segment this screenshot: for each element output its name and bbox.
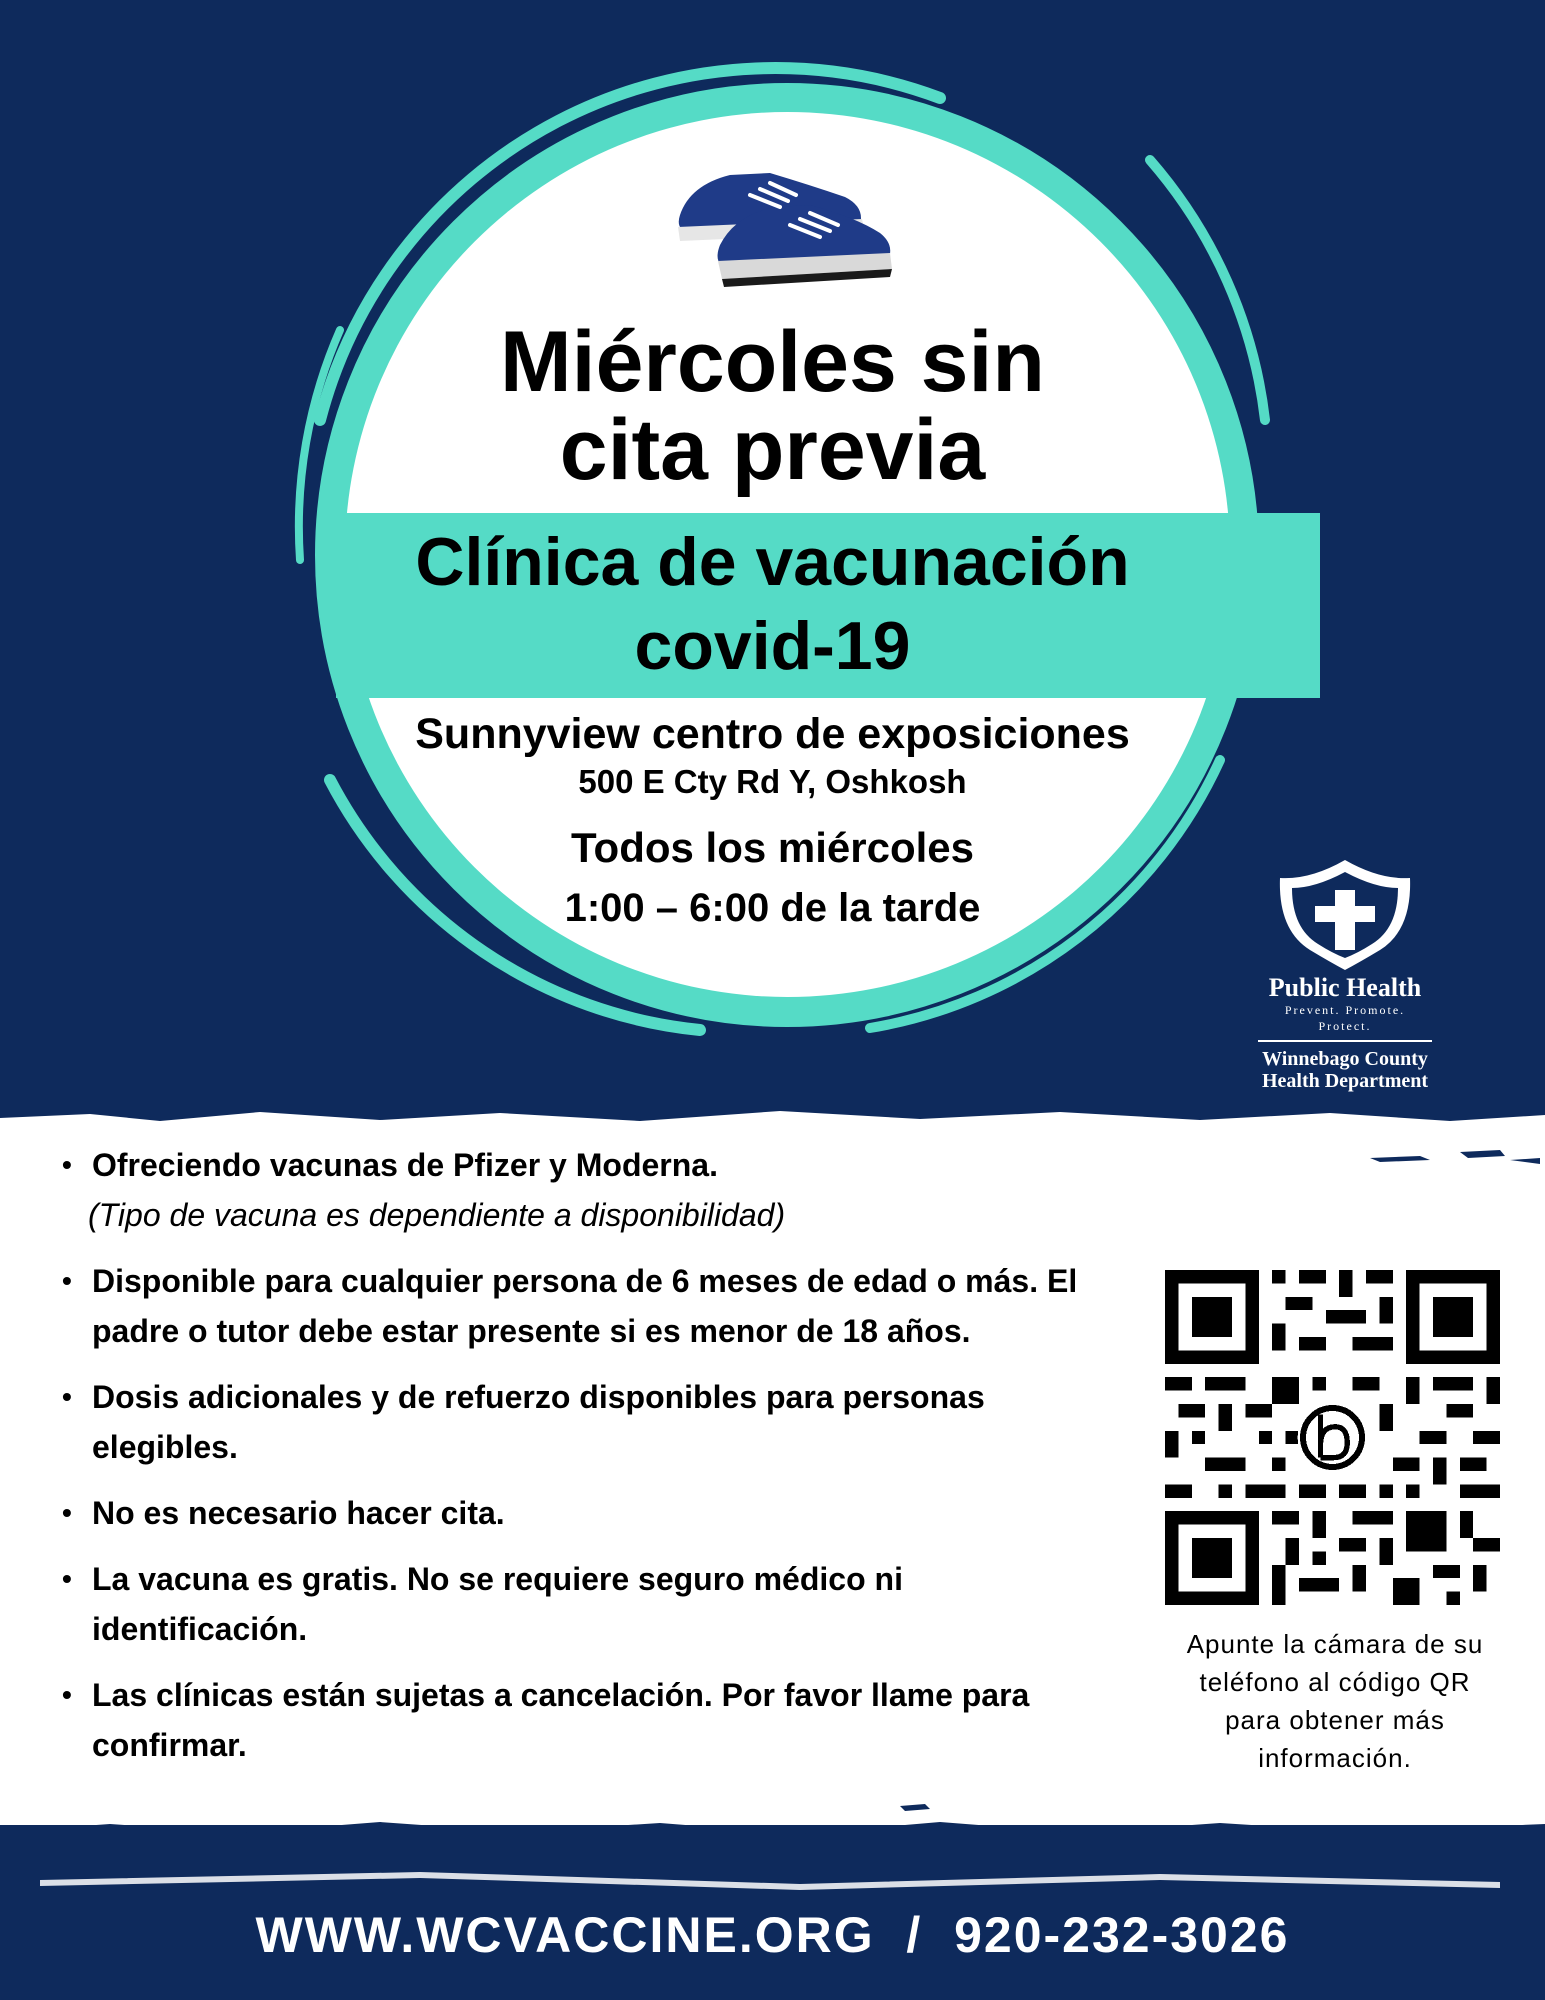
schedule-days: Todos los miércoles	[571, 824, 974, 871]
health-department-logo	[1230, 974, 1460, 1092]
bullet-text: Las clínicas están sujetas a cancelación. Por favor llame para confirmar.	[92, 1677, 1030, 1763]
bullet-note: (Tipo de vacuna es dependiente a disponibilidad)	[88, 1197, 786, 1233]
bullet-icon: •	[62, 1381, 72, 1412]
title-line-1: Miércoles sin	[500, 314, 1045, 410]
list-item	[60, 1372, 1120, 1472]
logo-name: Public Health	[1268, 973, 1422, 1002]
list-item	[60, 1488, 1120, 1538]
qr-caption-line-3: para obtener más	[1225, 1705, 1445, 1735]
bullet-icon: •	[62, 1265, 72, 1296]
bullet-text: Dosis adicionales y de refuerzo disponibles para personas elegibles.	[92, 1379, 985, 1465]
clinic-subtitle	[300, 520, 1245, 688]
bullet-text: La vacuna es gratis. No se requiere seguro médico ni identificación.	[92, 1561, 903, 1647]
qr-code[interactable]	[1165, 1270, 1500, 1605]
list-item	[60, 1554, 1120, 1654]
bullet-icon: •	[62, 1563, 72, 1594]
logo-org-line-1: Winnebago County	[1262, 1048, 1428, 1070]
qr-caption-line-2: teléfono al código QR	[1199, 1667, 1471, 1697]
bullet-icon: •	[62, 1679, 72, 1710]
venue-address: 500 E Cty Rd Y, Oshkosh	[578, 763, 967, 800]
bullet-text: Disponible para cualquier persona de 6 meses de edad o más. El padre o tutor debe estar presente si es menor de 18 años.	[92, 1263, 1078, 1349]
subtitle-line-1: Clínica de vacunación	[415, 524, 1130, 600]
subtitle-line-2: covid-19	[634, 608, 911, 684]
venue-name: Sunnyview centro de exposiciones	[415, 710, 1130, 758]
qr-caption-line-1: Apunte la cámara de su	[1186, 1629, 1484, 1659]
bullet-text: No es necesario hacer cita.	[92, 1495, 505, 1531]
bullet-icon: •	[62, 1497, 72, 1528]
list-item	[60, 1670, 1120, 1770]
sneakers-icon	[660, 155, 900, 305]
bullet-text: Ofreciendo vacunas de Pfizer y Moderna.	[92, 1147, 718, 1183]
bullet-icon: •	[62, 1149, 72, 1180]
footer-contact[interactable]: WWW.WCVACCINE.ORG / 920-232-3026	[255, 1907, 1290, 1963]
main-title	[300, 314, 1245, 498]
title-line-2: cita previa	[559, 402, 986, 498]
logo-tagline: Prevent. Promote. Protect.	[1258, 1002, 1432, 1042]
schedule-hours: 1:00 – 6:00 de la tarde	[564, 886, 981, 930]
qr-caption	[1140, 1625, 1530, 1777]
list-item	[60, 1140, 1120, 1240]
info-list	[60, 1140, 1120, 1786]
list-item	[60, 1256, 1120, 1356]
qr-caption-line-4: información.	[1258, 1743, 1412, 1773]
logo-org-line-2: Health Department	[1261, 1070, 1429, 1092]
